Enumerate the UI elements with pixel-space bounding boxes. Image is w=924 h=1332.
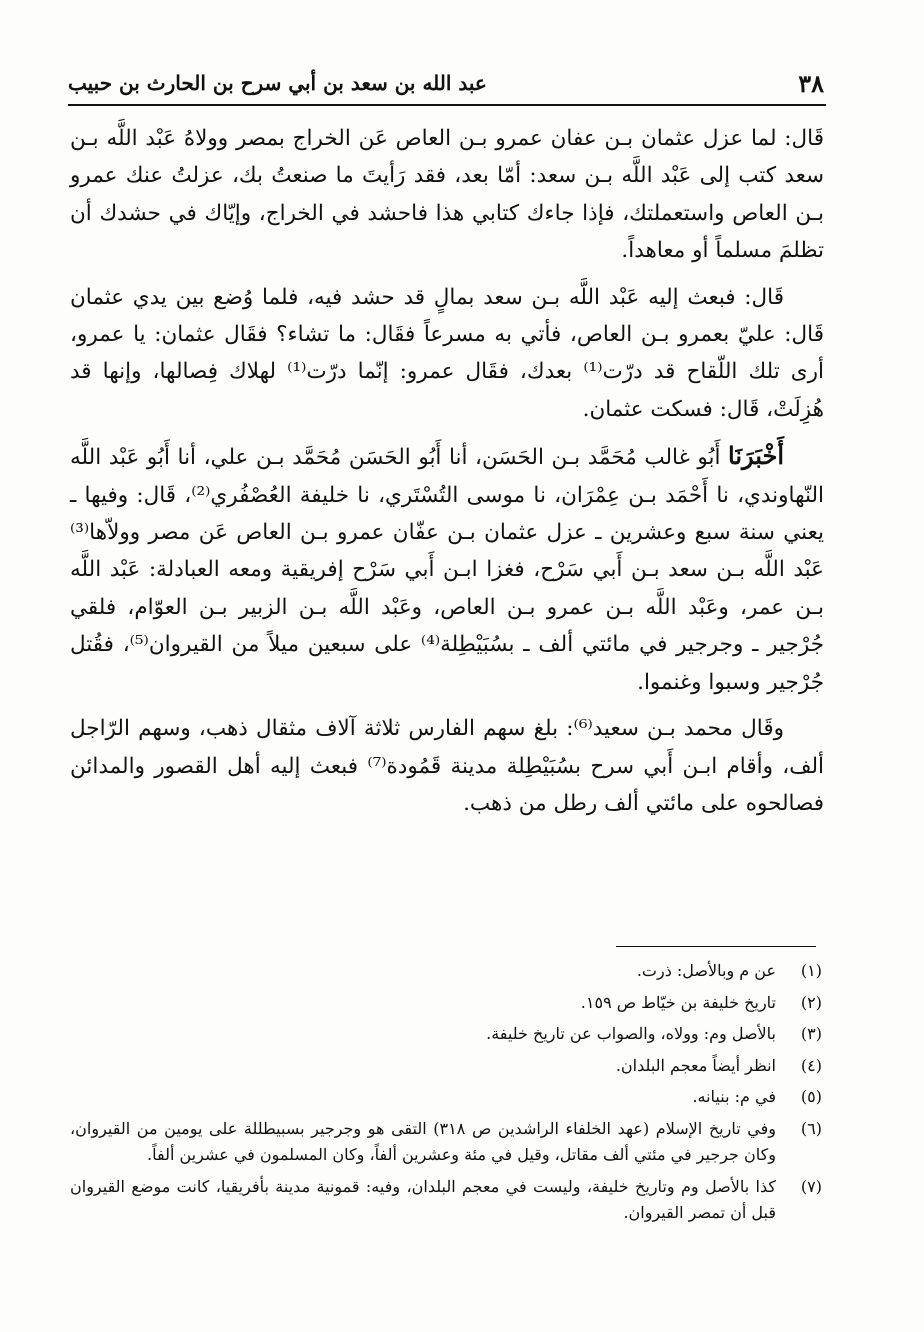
- paragraph-text: قَال: فبعث إليه عَبْد اللَّه بـن سعد بمالٍ قد حشد فيه، فلما وُضع بين يدي عثمان قَال: عليّ بعمرو بـن العاص، فأتي به مسرعاً فقَال: ما تشاء؟ فقَال عثمان: يا عمرو، أرى تلك اللّقاح قد درّت⁽¹⁾ بعدك، فقَال عمرو: إنّما درّت⁽¹⁾ لهلاك فِصالها، وإنها قد هُزِلَتْ، قَال: فسكت عثمان.: [70, 284, 824, 422]
- page-header: [68, 66, 824, 100]
- footnote-number: (١): [800, 961, 822, 980]
- footnote-text: بالأصل وم: وولاه، والصواب عن تاريخ خليفة.: [486, 1024, 776, 1043]
- footnote: [70, 1084, 822, 1111]
- footnote-text: كذا بالأصل وم وتاريخ خليفة، وليست في معجم البلدان، وفيه: قمونية مدينة بأفريقيا، كانت موضع القيروان قبل أن تمصر القيروان.: [70, 1176, 776, 1222]
- page-number: ٣٨: [798, 68, 824, 98]
- footnote: [70, 1053, 822, 1080]
- main-text: [70, 120, 824, 831]
- footnote-number: (٤): [800, 1055, 822, 1075]
- footnote-number: (٢): [800, 992, 822, 1012]
- paragraph: [70, 120, 824, 270]
- paragraph-text: أَبُو غالب مُحَمَّد بـن الحَسَن، أنا أَبُو الحَسَن مُحَمَّد بـن علي، أنا أَبُو عَبْد اللَّه النّهاوندي، نا أَحْمَد بـن عِمْرَان، نا موسى التُسْتَري، نا خليفة العُصْفُري⁽²⁾، قَال: وفيها ـ يعني سنة سبع وعشرين ـ عزل عثمان بـن عفّان عمرو بـن العاص عَن مصر وولاّها⁽³⁾ عَبْد اللَّه بـن سعد بـن أَبي سَرْح، فغزا ابـن أَبي سَرْح إفريقية ومعه العبادلة: عَبْد اللَّه بـن عمر، وعَبْد اللَّه بـن عمرو بـن العاص، وعَبْد اللَّه بـن الزبير بـن العوّام، فلقي جُرْجير ـ وجرجير في مائتي ألف ـ بسُبَيْطِلة⁽⁴⁾ على سبعين ميلاً من القيروان⁽⁵⁾، فقُتل جُرْجير وسبوا وغنموا.: [70, 445, 824, 695]
- paragraph: [70, 437, 824, 701]
- footnote-number: (٥): [800, 1087, 822, 1106]
- footnote-text: انظر أيضاً معجم البلدان.: [615, 1055, 776, 1075]
- footnote: [70, 990, 822, 1017]
- footnote: [70, 1116, 822, 1169]
- footnote-rule: [616, 946, 816, 947]
- paragraph-text: قَال: لما عزل عثمان بـن عفان عمرو بـن العاص عَن الخراج بمصر وولاهُ عَبْد اللَّه بـن سعد كتب إلى عَبْد اللَّه بـن سعد: أمّا بعد، فقد رَأيتَ ما صنعتُ بك، عزلتُ عنك عمرو بـن العاص واستعملتك، فإذا جاءك كتابي هذا فاحشد في الخراج، وإيّاك في حشدك أن تظلمَ مسلماً أو معاهداً.: [70, 126, 824, 264]
- footnotes-list: [70, 958, 822, 1232]
- paragraph: [70, 710, 824, 822]
- footnote: [70, 958, 822, 985]
- footnote-text: عن م وبالأصل: ذرت.: [636, 961, 776, 980]
- footnote-text: تاريخ خليفة بن خيّاط ص ١٥٩.: [580, 992, 776, 1012]
- footnote-number: (٣): [800, 1024, 822, 1043]
- paragraph: [70, 279, 824, 429]
- footnote: [70, 1174, 822, 1227]
- footnote-number: (٦): [800, 1118, 822, 1138]
- footnote-text: في م: بنيانه.: [692, 1087, 776, 1106]
- footnote: [70, 1021, 822, 1048]
- footnote-number: (٧): [800, 1176, 822, 1196]
- running-title: عبد الله بن سعد بن أبي سرح بن الحارث بن حبيب: [68, 71, 487, 95]
- header-rule: [68, 104, 826, 106]
- paragraph-lead-word: أَخْبَرَنَا: [728, 441, 784, 471]
- footnote-text: وفي تاريخ الإسلام (عهد الخلفاء الراشدين ص ٣١٨) التقى هو وجرجير بسبيطللة على يومين من القيروان، وكان جرجير في مئتي ألف مقاتل، وقيل في مئة وعشرين ألفاً، وكان المسلمون في عشرين ألفاً.: [70, 1118, 777, 1164]
- paragraph-text: وقَال محمد بـن سعيد⁽⁶⁾: بلغ سهم الفارس ثلاثة آلاف مثقال ذهب، وسهم الرّاجل ألف، وأقام ابـن أَبي سرح بسُبَيْطِلة مدينة قَمُودة⁽⁷⁾ فبعث إليه أهل القصور والمدائن فصالحوه على مائتي ألف رطل من ذهب.: [70, 716, 824, 816]
